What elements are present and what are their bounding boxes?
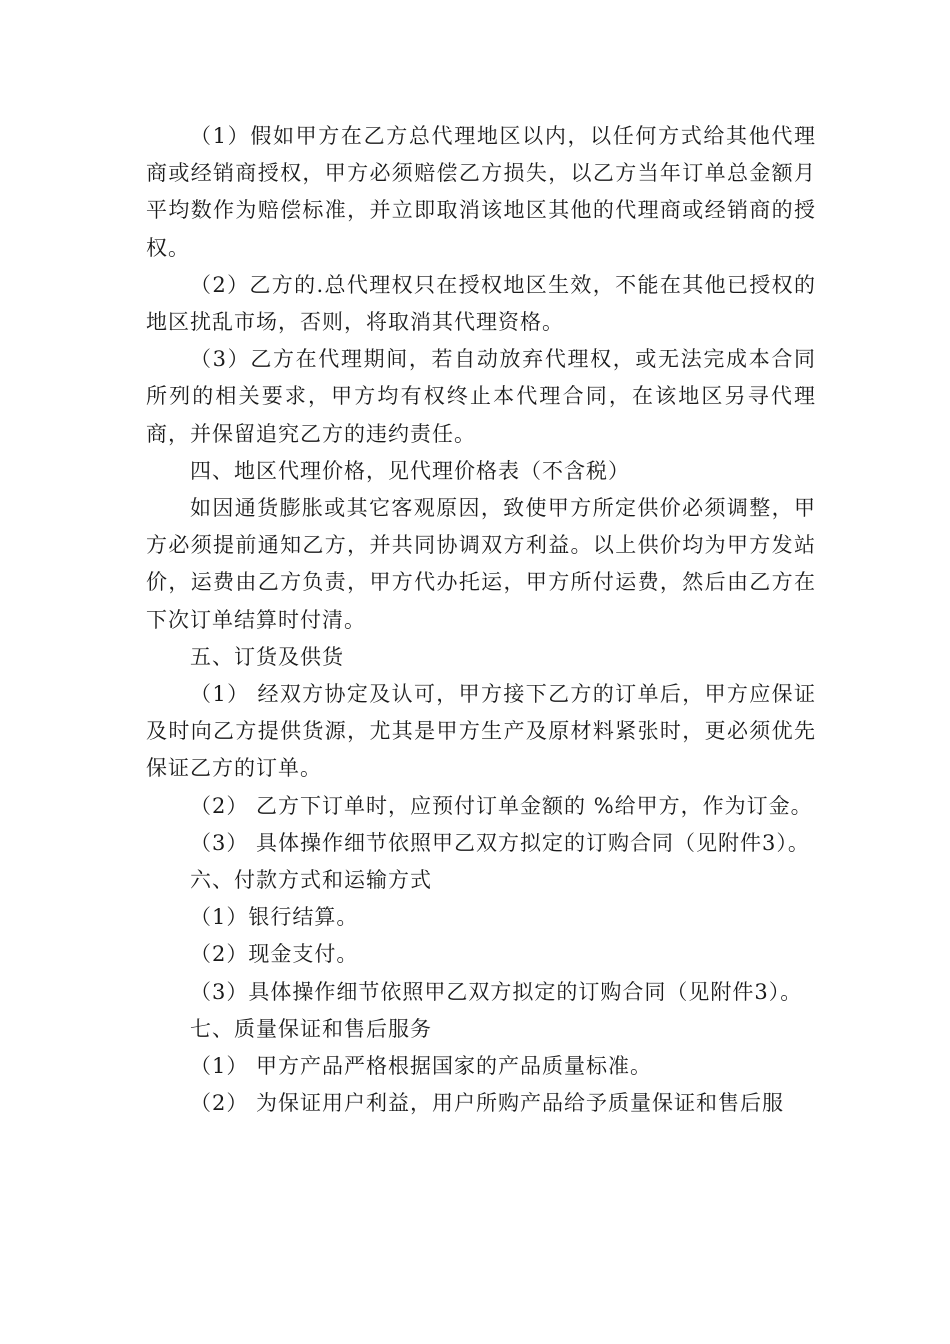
section-6-item-1: （1）银行结算。	[190, 905, 359, 930]
clause-3-paragraph: （3）乙方在代理期间，若自动放弃代理权，或无法完成本合同所列的相关要求，甲方均有权终止本代理合同，在该地区另寻代理商，并保留追究乙方的违约责任。	[146, 347, 816, 446]
section-7-item-1: （1） 甲方产品严格根据国家的产品质量标准。	[190, 1054, 653, 1079]
section-5-item-1: （1） 经双方协定及认可，甲方接下乙方的订单后，甲方应保证及时向乙方提供货源，尤其是甲方生产及原材料紧张时，更必须优先保证乙方的订单。	[146, 682, 816, 781]
section-5-item-2: （2） 乙方下订单时，应预付订单金额的 %给甲方，作为订金。	[190, 793, 813, 818]
document-body	[146, 118, 816, 1122]
section-4-body: 如因通货膨胀或其它客观原因，致使甲方所定供价必须调整，甲方必须提前通知乙方，并共同协调双方利益。以上供价均为甲方发站价，运费由乙方负责，甲方代办托运，甲方所付运费，然后由乙方在下次订单结算时付清。	[146, 496, 816, 632]
section-7-heading: 七、质量保证和售后服务	[190, 1016, 432, 1041]
section-7-item-2: （2） 为保证用户利益，用户所购产品给予质量保证和售后服	[190, 1091, 785, 1116]
clause-2-paragraph: （2）乙方的.总代理权只在授权地区生效，不能在其他已授权的地区扰乱市场，否则，将取消其代理资格。	[146, 272, 816, 335]
section-5-item-3: （3） 具体操作细节依照甲乙双方拟定的订购合同（见附件3）。	[190, 830, 810, 855]
clause-1-paragraph: （1）假如甲方在乙方总代理地区以内，以任何方式给其他代理商或经销商授权，甲方必须赔偿乙方损失，以乙方当年订单总金额月平均数作为赔偿标准，并立即取消该地区其他的代理商或经销商的授权。	[146, 124, 816, 260]
section-6-heading: 六、付款方式和运输方式	[190, 868, 432, 893]
section-6-item-3: （3）具体操作细节依照甲乙双方拟定的订购合同（见附件3）。	[190, 979, 803, 1004]
section-6-item-2: （2）现金支付。	[190, 942, 359, 967]
section-5-heading: 五、订货及供货	[190, 644, 344, 669]
section-4-heading: 四、地区代理价格，见代理价格表（不含税）	[190, 458, 630, 483]
